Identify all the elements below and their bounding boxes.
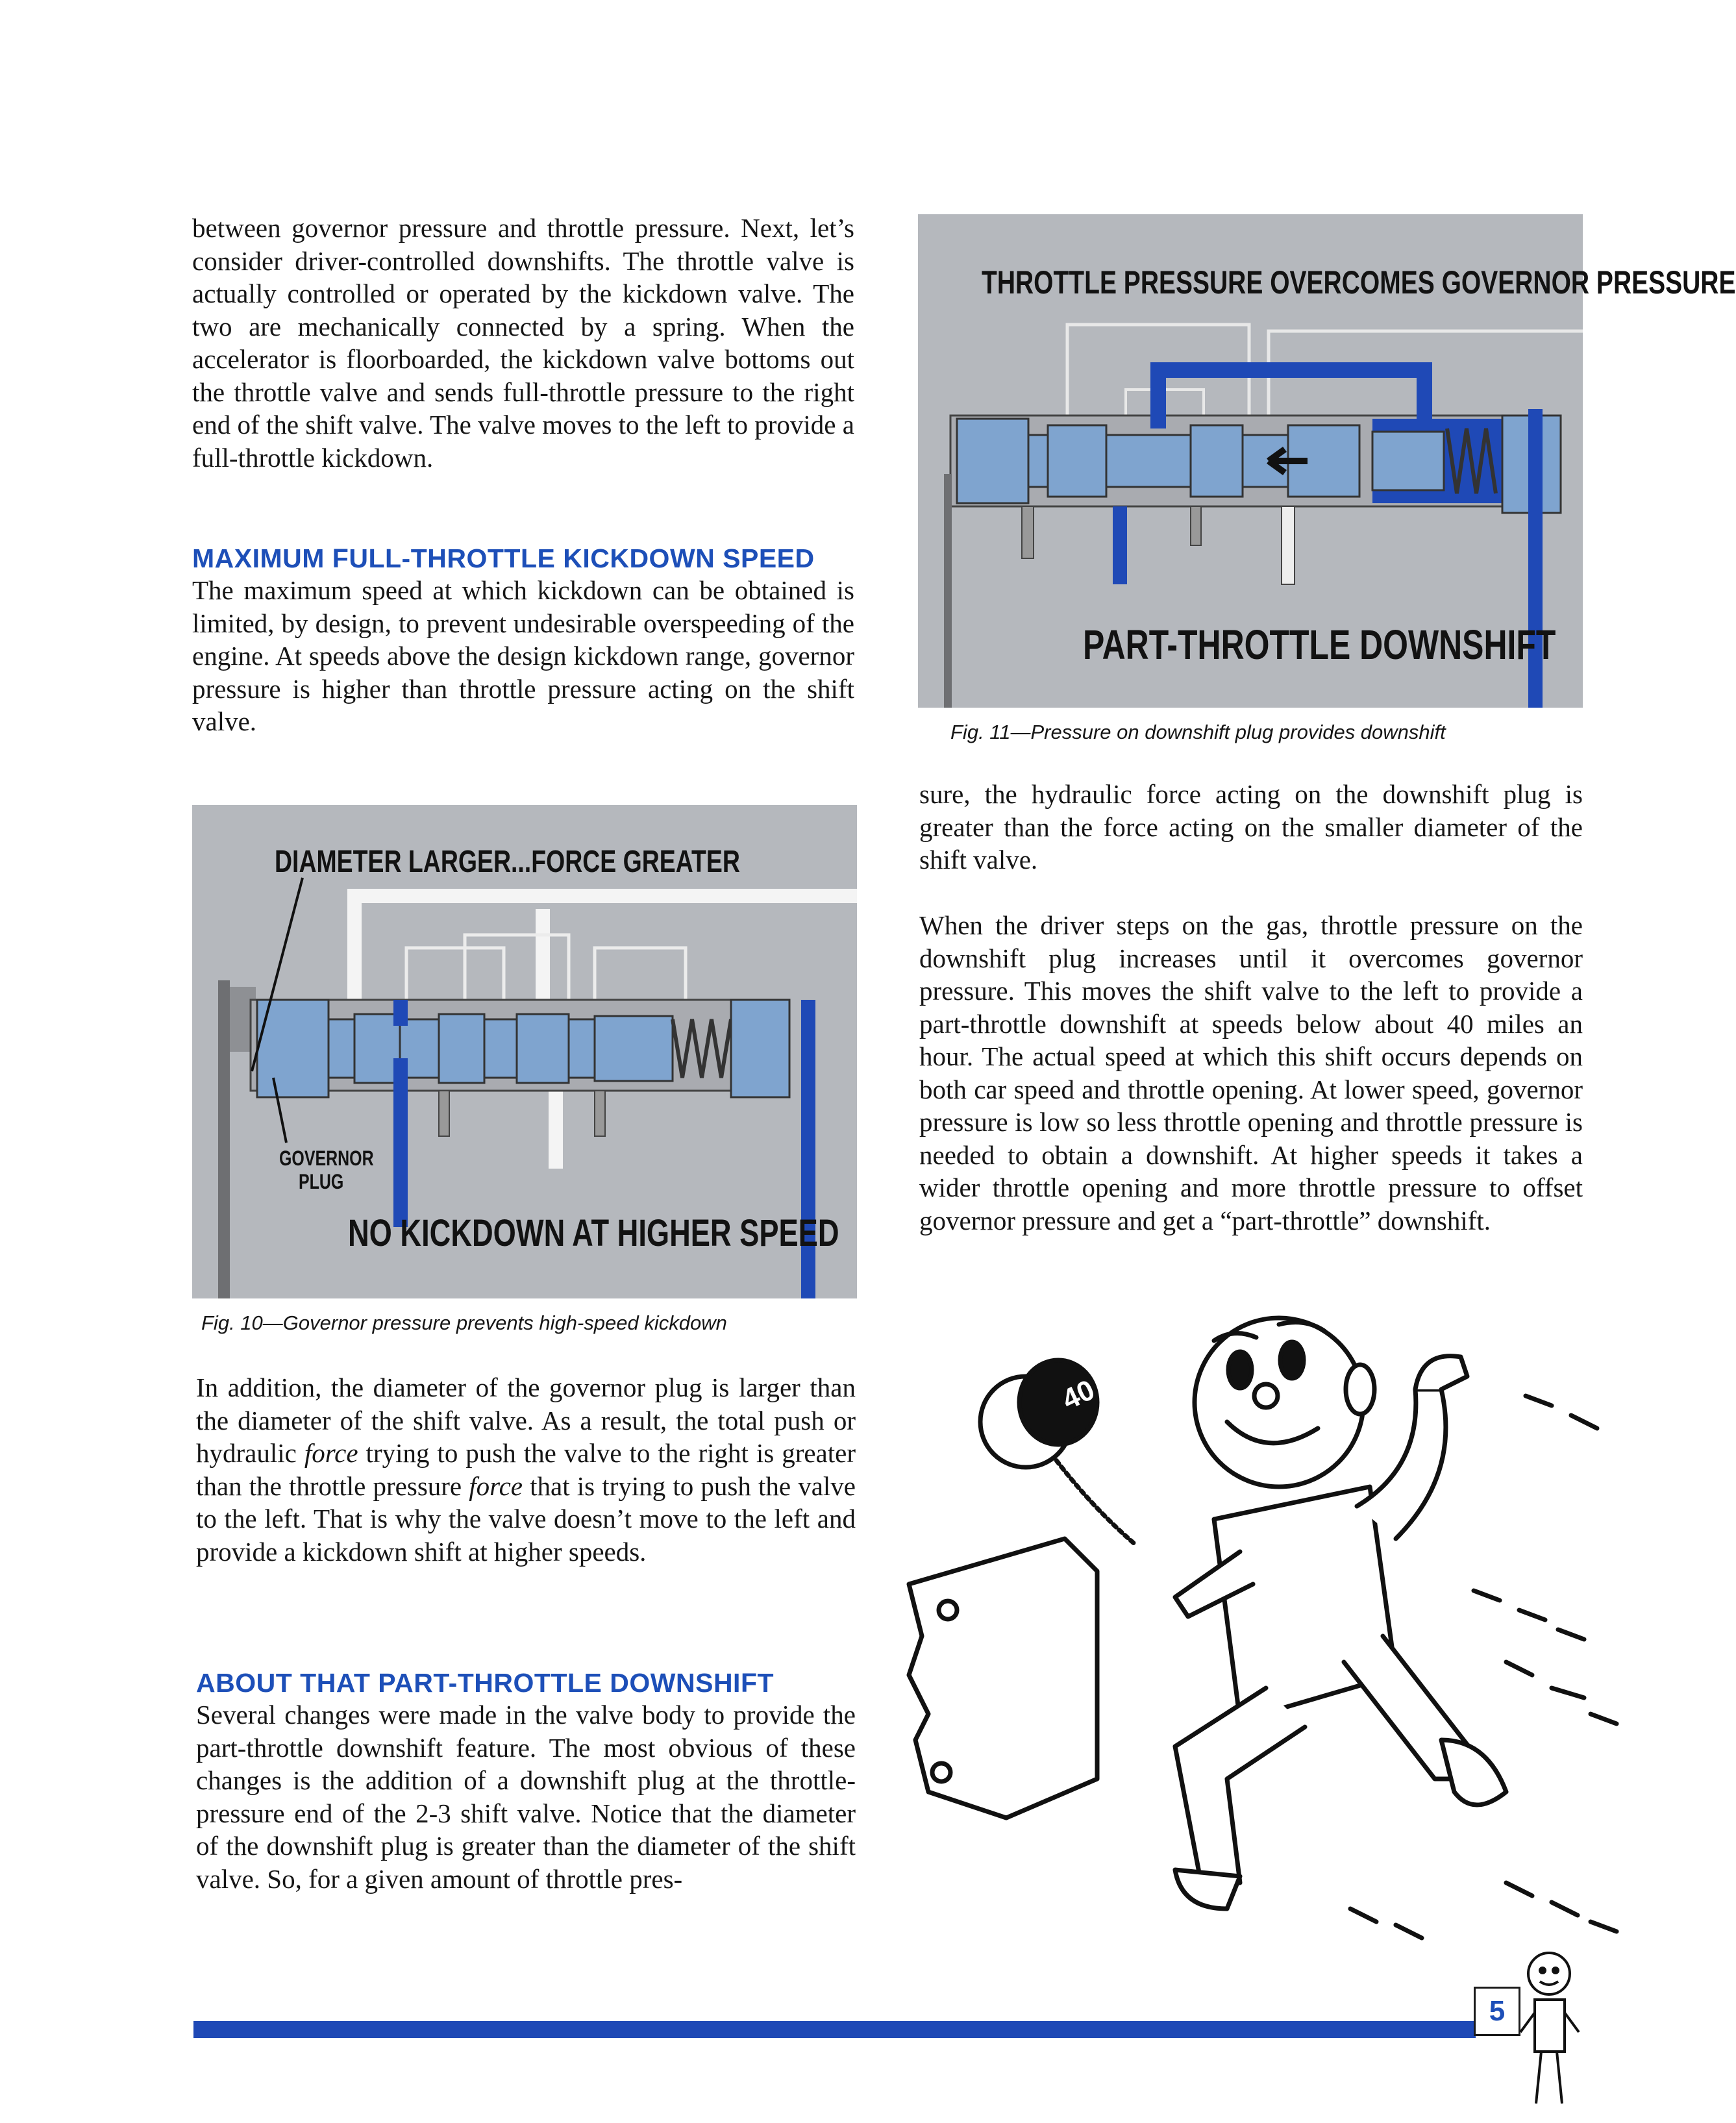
paragraph-hydraulic-force: sure, the hydraulic force acting on the downshift plug is greater than the force acting on the smaller diameter of the shift valve. (919, 779, 1583, 875)
fig10-caption: Fig. 10—Governor pressure prevents high-speed kickdown (201, 1311, 727, 1334)
left-column-top (192, 212, 854, 474)
heading-section-2 (196, 1667, 858, 1698)
right-column-mid (919, 909, 1583, 1237)
para3-text-b: trying to push the valve to the right is greater than the throttle pressure (196, 1438, 856, 1501)
fig11-label-throttle-overcomes: THROTTLE PRESSURE OVERCOMES GOVERNOR PRESSURE (982, 264, 1736, 301)
gauge-reading: 40 (1057, 1373, 1100, 1417)
footer-blue-bar (193, 2021, 1476, 2038)
mascot-icon (1517, 1948, 1581, 2110)
para3-emphasis-force-2: force (469, 1471, 523, 1501)
fig10-caption-wrap (201, 1311, 727, 1335)
paragraph-driver-gas: When the driver steps on the gas, throttle pressure on the downshift plug increases until it overcomes governor pressure. This moves the shift valve to the left to provide a part-throttle downshift at speeds below about 40 miles an hour. The actual speed at which this shift occurs depends on both car speed and throttle opening. At lower speed, governor pressure is low so less throttle opening and throttle pressure is needed to obtain a downshift. At higher speeds it takes a wider throttle opening and more throttle pressure to offset governor pressure and get a “part-throttle” downshift. (919, 910, 1583, 1235)
para3-text-c: that is trying to push the valve to the left. That is why the valve doesn’t move to the left and provide a kickdown shift at higher speeds. (196, 1471, 856, 1567)
paragraph-kickdown-limit: The maximum speed at which kickdown can be obtained is limited, by design, to prevent undesirable overspeeding of the engine. At speeds above the design kickdown range, governor pressure is higher than throttle pressure acting on the shift valve. (192, 575, 854, 736)
heading-part-throttle-downshift: ABOUT THAT PART-THROTTLE DOWNSHIFT (196, 1668, 775, 1698)
paragraph-throttle-kickdown: between governor pressure and throttle pressure. Next, let’s consider driver-controlled downshifts. The throttle valve is actually controlled or operated by the kickdown valve. The two are mechanically connected by a spring. When the accelerator is floorboarded, the kickdown valve bottoms out the throttle valve and sends full-throttle pressure to the right end of the shift valve. The valve moves to the left to provide a full-throttle kickdown. (192, 213, 854, 473)
cartoon-svg (902, 1324, 1630, 1948)
left-column-bottom (196, 1698, 856, 1895)
figure-11-diagram (918, 214, 1736, 708)
fig10-label-no-kickdown: NO KICKDOWN AT HIGHER SPEED (348, 1212, 839, 1254)
paragraph-governor-plug (196, 1371, 856, 1568)
cartoon-illustration (902, 1324, 1630, 1948)
fig11-label-part-throttle: PART-THROTTLE DOWNSHIFT (1083, 621, 1556, 668)
fig10-label-plug: PLUG (299, 1170, 344, 1193)
para3-text-a: In addition, the diameter of the governor plug is larger than the diameter of the shift valve. As a result, the total push or hydraulic (196, 1372, 856, 1468)
fig11-caption: Fig. 11—Pressure on downshift plug provides downshift (950, 721, 1446, 743)
left-column-mid (192, 574, 854, 738)
paragraph-downshift-plug: Several changes were made in the valve body to provide the part-throttle downshift feature. The most obvious of these changes is the addition of a downshift plug at the throttle-pressure end of the 2-3 shift valve. Notice that the diameter of the downshift plug is greater than the diameter of the shift valve. So, for a given amount of throttle pres- (196, 1700, 856, 1894)
page-number-box (1474, 1987, 1520, 2036)
heading-section-1 (192, 543, 893, 574)
fig10-label-diameter: DIAMETER LARGER...FORCE GREATER (275, 845, 740, 879)
fig11-caption-wrap (950, 721, 1446, 744)
heading-max-kickdown-speed: MAXIMUM FULL-THROTTLE KICKDOWN SPEED (192, 543, 815, 573)
left-column-lower (196, 1371, 856, 1568)
figure-10-diagram (192, 805, 857, 1298)
fig10-label-governor: GOVERNOR (279, 1147, 374, 1170)
right-column-top (919, 778, 1583, 876)
mascot-svg (1517, 1948, 1581, 2110)
para3-emphasis-force-1: force (304, 1438, 358, 1468)
page-number: 5 (1489, 1995, 1506, 2027)
